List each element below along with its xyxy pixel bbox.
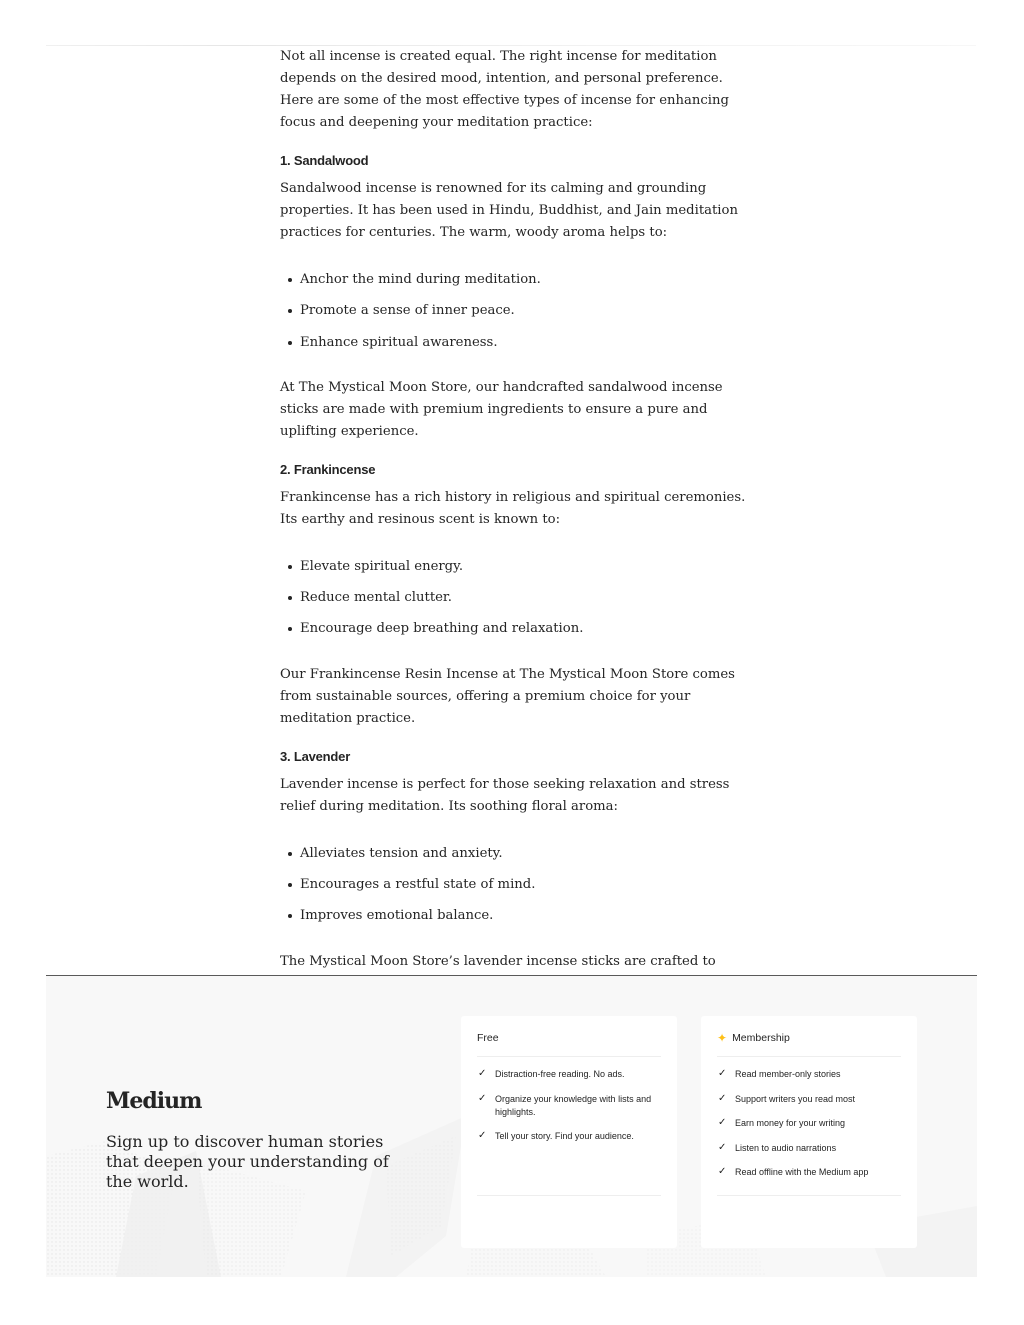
check-icon: ✓ (478, 1092, 487, 1104)
medium-logo: Medium (106, 1088, 202, 1114)
intro-paragraph: Not all incense is created equal. The right incense for meditation depends on the desired mood, intention, and personal preference. Here are some of the most effective types of incense for enhancing focus and deepening your meditation practice: (280, 49, 729, 130)
check-icon: ✓ (718, 1141, 727, 1153)
feature-item: ✓ Organize your knowledge with lists and highlights. (478, 1092, 652, 1117)
list-item: Anchor the mind during meditation. (300, 269, 750, 291)
check-icon: ✓ (478, 1068, 487, 1079)
section-body: Lavender incense is perfect for those seeking relaxation and stress relief during meditation. Its soothing floral aroma: (280, 776, 730, 814)
section-closing: The Mystical Moon Store’s lavender incense sticks are crafted to (280, 953, 716, 969)
membership-card-title: Membership (732, 1032, 790, 1044)
membership-plan-card[interactable] (701, 1016, 917, 1248)
bullet-list (280, 843, 750, 928)
list-item: Encourage deep breathing and relaxation. (300, 618, 750, 640)
check-icon: ✓ (718, 1117, 727, 1128)
bullet-list (280, 556, 750, 641)
list-item: Encourages a restful state of mind. (300, 874, 750, 896)
sparkle-icon: ✦ (717, 1031, 728, 1045)
free-plan-card[interactable] (461, 1016, 677, 1248)
signup-tagline: Sign up to discover human stories that deepen your understanding of the world. (106, 1132, 389, 1191)
feature-item: ✓ Read offline with the Medium app (718, 1166, 869, 1177)
feature-item: ✓ Tell your story. Find your audience. (478, 1130, 634, 1141)
membership-card-header (717, 1032, 901, 1057)
signup-footer (46, 976, 977, 1277)
check-icon: ✓ (718, 1092, 727, 1104)
section-body: Sandalwood incense is renowned for its calming and grounding properties. It has been used in Hindu, Buddhist, and Jain meditation practices for centuries. The warm, woody aroma helps to: (280, 181, 738, 240)
section-closing: At The Mystical Moon Store, our handcrafted sandalwood incense sticks are made with premium ingredients to ensure a pure and uplifting experience. (280, 379, 723, 439)
section-heading-frankincense: 2. Frankincense (280, 461, 376, 477)
free-feature-list (477, 1068, 661, 1155)
section-heading-lavender: 3. Lavender (280, 748, 351, 764)
feature-item: ✓ Read member-only stories (718, 1068, 841, 1079)
list-item: Elevate spiritual energy. (300, 556, 750, 578)
card-divider (717, 1195, 901, 1196)
card-divider (477, 1195, 661, 1196)
feature-item: ✓ Listen to audio narrations (718, 1141, 837, 1153)
list-item: Promote a sense of inner peace. (300, 300, 750, 322)
check-icon: ✓ (718, 1068, 727, 1079)
section-closing: Our Frankincense Resin Incense at The Mystical Moon Store comes from sustainable sources, offering a premium choice for your meditation practice. (280, 666, 735, 726)
check-icon: ✓ (478, 1130, 487, 1141)
section-heading-sandalwood: 1. Sandalwood (280, 153, 369, 168)
feature-item: ✓ Earn money for your writing (718, 1117, 846, 1128)
membership-feature-list (717, 1068, 901, 1191)
list-item: Improves emotional balance. (300, 905, 750, 927)
article-body (280, 45, 750, 1031)
list-item: Enhance spiritual awareness. (300, 332, 750, 354)
list-item: Alleviates tension and anxiety. (300, 843, 750, 865)
list-item: Reduce mental clutter. (300, 587, 750, 609)
check-icon: ✓ (718, 1166, 727, 1177)
free-card-title: Free (477, 1032, 661, 1057)
feature-item: ✓ Support writers you read most (718, 1092, 856, 1104)
section-body: Frankincense has a rich history in religious and spiritual ceremonies. Its earthy and resinous scent is known to: (280, 489, 746, 527)
feature-item: ✓ Distraction-free reading. No ads. (478, 1068, 625, 1079)
bullet-list (280, 269, 750, 354)
